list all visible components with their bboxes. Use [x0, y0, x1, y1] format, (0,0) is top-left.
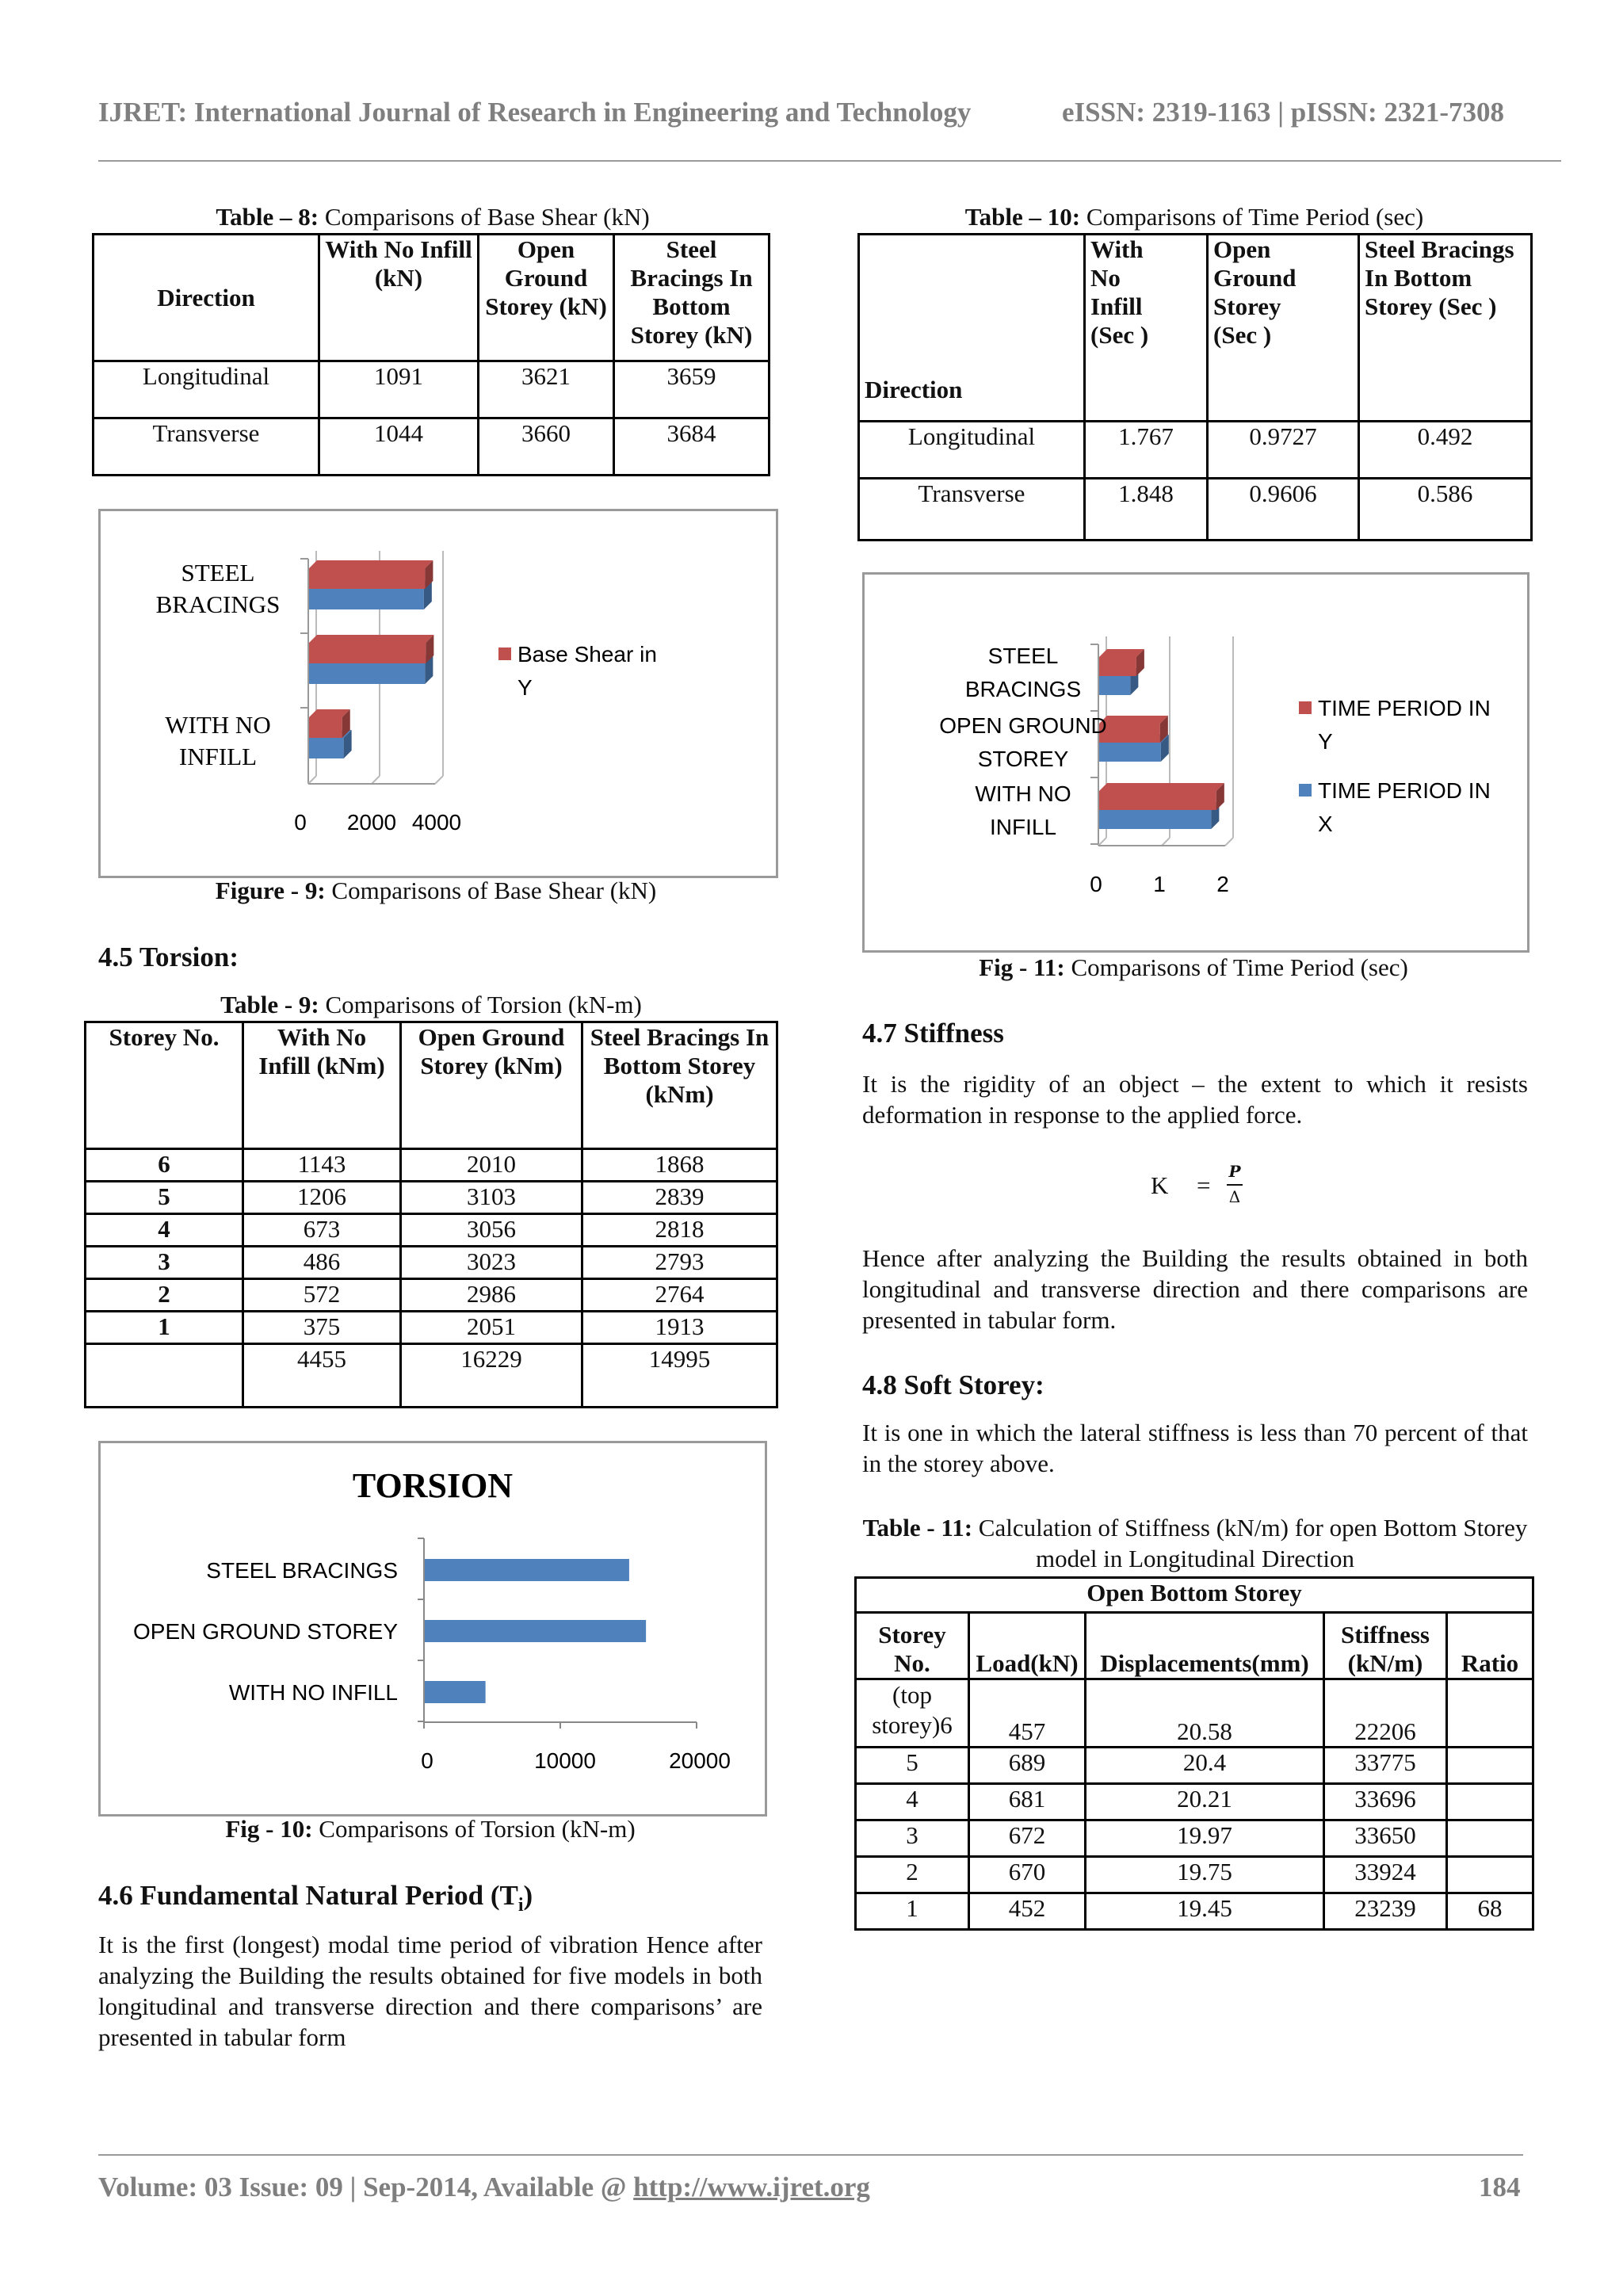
bar-y-0 [309, 717, 342, 738]
category-label: STEEL [181, 559, 255, 586]
section-4-7-title: 4.7 Stiffness [862, 1018, 1004, 1049]
bar-y-2 [1099, 657, 1136, 676]
table10 [857, 233, 1533, 541]
category-label: BRACINGS [964, 677, 1082, 701]
figure9-caption: Figure - 9: Comparisons of Base Shear (kN) [215, 877, 657, 904]
figure11-caption: Fig - 11: Comparisons of Time Period (sec) [979, 953, 1408, 981]
category-label: WITH NO [975, 781, 1071, 806]
table11-header-displacement: Displacements(mm) [1086, 1613, 1324, 1679]
chart-title: TORSION [352, 1466, 514, 1505]
bar-x-1 [1099, 743, 1161, 762]
x-tick-label: 2000 [346, 810, 397, 835]
legend-label: X [1318, 812, 1333, 836]
category-label: WITH NO INFILL [228, 1680, 398, 1705]
bar-y-1-top [1099, 716, 1168, 724]
table-row: 6 1143 2010 1868 [86, 1149, 777, 1182]
bar-x-2 [309, 589, 424, 609]
table8 [92, 233, 770, 476]
legend-swatch-x [1299, 784, 1312, 797]
bar-x-0 [309, 738, 344, 758]
category-label: WITH NO [165, 711, 271, 739]
table-row: Longitudinal 1091 3621 3659 [94, 361, 769, 418]
table-row: 5 1206 3103 2839 [86, 1182, 777, 1214]
bar-y-2 [309, 568, 425, 589]
floor-line [1162, 838, 1170, 846]
table8-header-open: Open Ground Storey (kN) [479, 235, 614, 361]
section-4-8-title: 4.8 Soft Storey: [862, 1370, 1044, 1400]
table8-header-steel: Steel Bracings In Bottom Storey (kN) [614, 235, 769, 361]
category-label: STOREY [977, 747, 1069, 771]
x-tick-label: 1 [1153, 872, 1166, 896]
floor-line [1098, 838, 1106, 846]
table9-header-steel: Steel Bracings In Bottom Storey (kNm) [582, 1022, 777, 1149]
legend-label: TIME PERIOD IN [1318, 778, 1491, 803]
x-tick-label: 10000 [534, 1748, 596, 1773]
category-label: STEEL [987, 644, 1059, 668]
category-label: INFILL [178, 743, 258, 770]
footer-rule [98, 2154, 1523, 2156]
table10-caption: Table – 10: Comparisons of Time Period (sec) [964, 203, 1424, 231]
section-4-7-text: It is the rigidity of an object – the extent to which it resists deformation in response to the applied force. [862, 1070, 1528, 1129]
bar-torsion-0 [425, 1681, 486, 1703]
table11 [854, 1576, 1534, 1931]
table11-header-stiffness: Stiffness (kN/m) [1324, 1613, 1447, 1679]
table11-header-storey: Storey No. [856, 1613, 969, 1679]
legend-swatch [498, 648, 511, 660]
table11-header-load: Load(kN) [969, 1613, 1086, 1679]
table-row: 3 672 19.97 33650 [856, 1820, 1533, 1857]
footer-link[interactable]: http://www.ijret.org [633, 2172, 870, 2202]
page-number: 184 [1479, 2172, 1521, 2202]
table-row: Transverse 1.848 0.9606 0.586 [859, 479, 1532, 541]
table-row: 1 452 19.45 23239 68 [856, 1893, 1533, 1930]
x-tick-label: 2 [1216, 872, 1229, 896]
bar-torsion-2 [425, 1559, 629, 1581]
figure9-chart [98, 509, 778, 878]
bar-x-0 [1099, 810, 1211, 829]
table-row: 5 689 20.4 33775 [856, 1748, 1533, 1784]
base-shear-chart-svg [101, 511, 776, 876]
category-label: OPEN GROUND [939, 713, 1107, 738]
category-label: STEEL BRACINGS [206, 1558, 398, 1583]
legend-label: Y [517, 675, 533, 700]
x-tick-label: 0 [421, 1748, 433, 1773]
x-tick-label: 0 [1090, 872, 1102, 896]
issn-header: eISSN: 2319-1163 | pISSN: 2321-7308 [1062, 97, 1505, 128]
section-4-6-title: 4.6 Fundamental Natural Period $(T_i)$ [98, 1880, 533, 1916]
figure11-chart [862, 572, 1529, 953]
time-period-chart-svg [865, 575, 1527, 950]
bar-y-0-top [1099, 783, 1224, 791]
x-tick-label: 4000 [411, 810, 462, 835]
table11-caption: Table - 11: Calculation of Stiffness (kN/m) for open Bottom Storey model in Longitudinal Direction [862, 1514, 1528, 1572]
category-label: INFILL [989, 815, 1057, 839]
section-4-6-text: It is the first (longest) modal time period of vibration Hence after analyzing the Building the results obtained for five models in both longitudinal and transverse direction and there comparisons’ are presented in tabular form [98, 1931, 762, 2051]
legend-label: TIME PERIOD IN [1318, 696, 1491, 720]
category-label: OPEN GROUND STOREY [133, 1619, 398, 1644]
table10-header-steel: Steel Bracings In Bottom Storey (Sec ) [1359, 235, 1532, 422]
bar-torsion-1 [425, 1620, 646, 1642]
table9 [84, 1021, 778, 1408]
bar-y-1 [1099, 724, 1160, 743]
section-4-7-text2: Hence after analyzing the Building the results obtained in both longitudinal and transverse direction and there comparisons are presented in tabular form. [862, 1244, 1528, 1334]
floor-line [372, 776, 380, 784]
floor-line [1225, 838, 1233, 846]
table-row: 2 572 2986 2764 [86, 1279, 777, 1312]
table8-header-noinfill: With No Infill (kN) [319, 235, 479, 361]
stiffness-formula: K = P Δ [1151, 1162, 1325, 1213]
bar-y-1 [309, 643, 426, 663]
table8-header-direction: Direction [94, 235, 319, 361]
x-tick-label: 20000 [669, 1748, 731, 1773]
table-row: Transverse 1044 3660 3684 [94, 418, 769, 476]
floor-line [308, 776, 316, 784]
table11-header-ratio: Ratio [1447, 1613, 1533, 1679]
table9-caption: Table - 9: Comparisons of Torsion (kN-m) [220, 991, 642, 1018]
figure10-caption: Fig - 10: Comparisons of Torsion (kN-m) [225, 1815, 636, 1843]
table-row: (top storey)6 457 20.58 22206 [856, 1679, 1533, 1748]
table-row-total: 4455 16229 14995 [86, 1344, 777, 1408]
table-row: Longitudinal 1.767 0.9727 0.492 [859, 422, 1532, 479]
table9-header-noinfill: With No Infill (kNm) [243, 1022, 401, 1149]
category-label: BRACINGS [155, 590, 281, 618]
table-row: 4 673 3056 2818 [86, 1214, 777, 1247]
header-rule [98, 160, 1561, 162]
table9-header-open: Open Ground Storey (kNm) [401, 1022, 582, 1149]
table10-header-open: Open Ground Storey (Sec ) [1208, 235, 1359, 422]
table-row: 3 486 3023 2793 [86, 1247, 777, 1279]
bar-y-2-top [1099, 649, 1144, 657]
legend-swatch-y [1299, 701, 1312, 714]
bar-y-0 [1099, 791, 1216, 810]
table10-header-noinfill: With No Infill (Sec ) [1085, 235, 1208, 422]
floor-line [435, 776, 443, 784]
x-tick-label: 0 [294, 810, 307, 835]
torsion-chart-svg [101, 1443, 765, 1814]
table9-header-storey: Storey No. [86, 1022, 243, 1149]
bar-x-2 [1099, 676, 1130, 695]
bar-y-1-top [309, 635, 433, 643]
bar-x-1 [309, 663, 425, 684]
journal-header: IJRET: International Journal of Research in Engineering and Technology [98, 97, 972, 128]
table8-caption: Table – 8: Comparisons of Base Shear (kN) [216, 203, 650, 231]
footer-volume: Volume: 03 Issue: 09 | Sep-2014, Available @ http://www.ijret.org [98, 2172, 870, 2202]
legend-label: Y [1318, 729, 1333, 754]
table11-group-header: Open Bottom Storey [856, 1578, 1533, 1613]
table-row: 2 670 19.75 33924 [856, 1857, 1533, 1893]
table-row: 1 375 2051 1913 [86, 1312, 777, 1344]
table10-header-direction: Direction [859, 235, 1085, 422]
table-row: 4 681 20.21 33696 [856, 1784, 1533, 1820]
figure10-chart [98, 1441, 767, 1817]
section-4-5-title: 4.5 Torsion: [98, 942, 239, 972]
bar-y-2-top [309, 560, 433, 568]
section-4-8-text: It is one in which the lateral stiffness is less than 70 percent of that in the storey above. [862, 1419, 1528, 1477]
legend-label: Base Shear in [517, 642, 657, 667]
